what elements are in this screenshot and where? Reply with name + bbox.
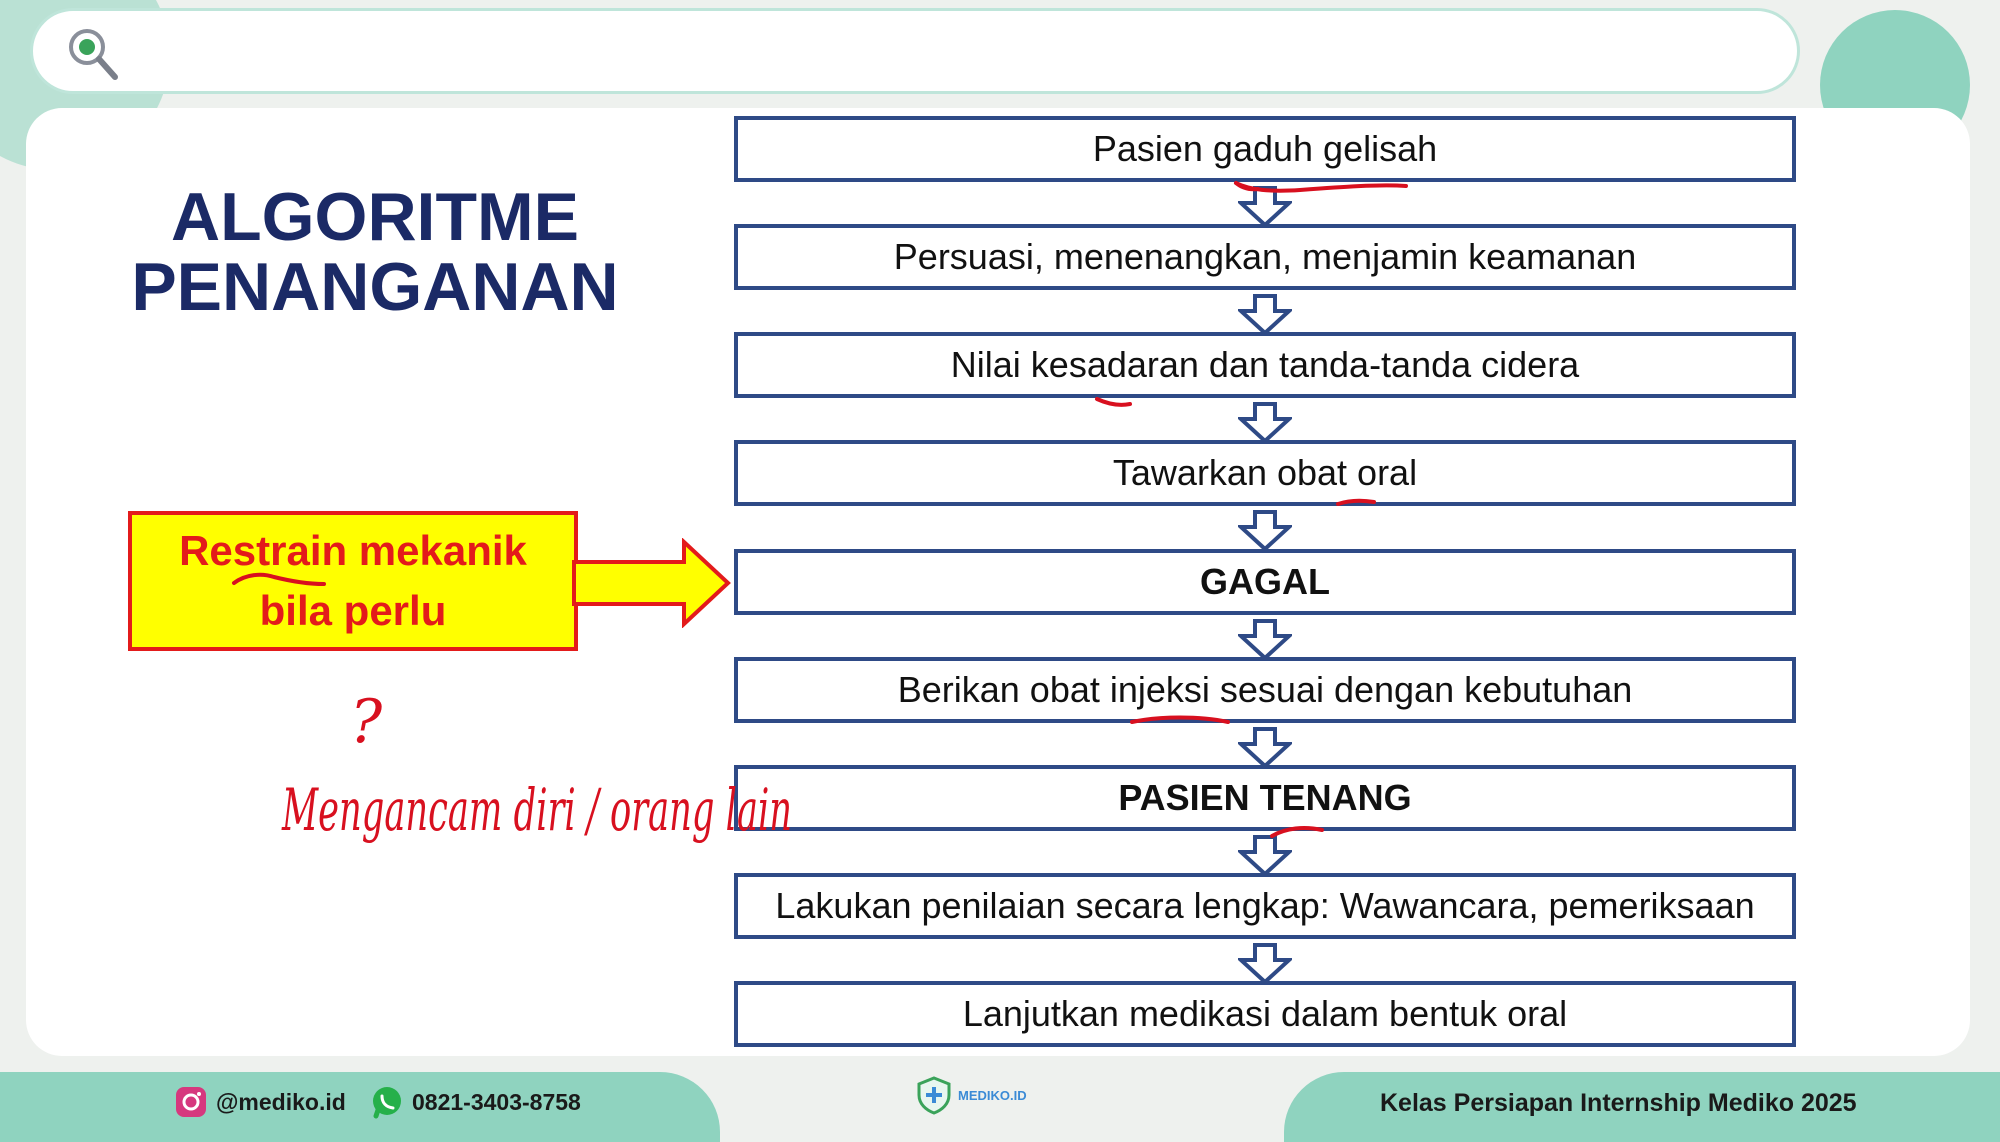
down-arrow-icon: [1238, 186, 1292, 228]
down-arrow-icon: [1238, 943, 1292, 985]
flow-step-1: [734, 116, 1796, 182]
down-arrow-icon: [1238, 619, 1292, 661]
flow-step-label: GAGAL: [1200, 561, 1330, 602]
course-title-text: Kelas Persiapan Internship Mediko 2025: [1380, 1088, 1857, 1117]
flow-step-8: [734, 873, 1796, 939]
flow-step-label: Berikan obat injeksi sesuai dengan kebutuhan: [897, 669, 1633, 710]
flow-step-label: Pasien gaduh gelisah: [1092, 128, 1438, 169]
flow-step-label: Lanjutkan medikasi dalam bentuk oral: [962, 993, 1568, 1034]
search-bar[interactable]: [30, 8, 1800, 94]
flow-step-6: [734, 657, 1796, 723]
footer-contact-strip: [0, 1072, 720, 1142]
footer-whatsapp[interactable]: [370, 1083, 581, 1121]
instagram-handle: @mediko.id: [216, 1088, 346, 1115]
flow-step-3: [734, 332, 1796, 398]
flow-step-9: [734, 981, 1796, 1047]
down-arrow-icon: [1238, 402, 1292, 444]
footer-course-title: [1380, 1080, 1857, 1126]
title-line-1: ALGORITME: [171, 179, 579, 255]
instagram-icon: [174, 1085, 208, 1119]
flow-step-2: [734, 224, 1796, 290]
title-line-2: PENANGANAN: [131, 249, 619, 325]
logo-text: MEDIKO.ID: [958, 1087, 1027, 1103]
restrain-callout-box: [128, 511, 578, 651]
shield-logo-icon: [914, 1075, 954, 1115]
flow-step-5: [734, 549, 1796, 615]
flow-step-7: [734, 765, 1796, 831]
restrain-line-1: Restrain mekanik: [179, 527, 527, 574]
slide-title: [110, 179, 640, 325]
flow-step-label: Lakukan penilaian secara lengkap: Wawancara, pemeriksaan: [775, 885, 1755, 926]
whatsapp-icon: [370, 1085, 404, 1119]
down-arrow-icon: [1238, 294, 1292, 336]
flow-step-4: [734, 440, 1796, 506]
down-arrow-icon: [1238, 727, 1292, 769]
flow-step-label: Nilai kesadaran dan tanda-tanda cidera: [950, 344, 1580, 385]
flow-step-label: Persuasi, menenangkan, menjamin keamanan: [893, 236, 1637, 277]
down-arrow-icon: [1238, 835, 1292, 877]
right-arrow-icon: [572, 538, 732, 628]
flow-step-label: PASIEN TENANG: [1118, 777, 1412, 818]
footer-instagram[interactable]: [174, 1083, 346, 1121]
mediko-logo: [914, 1072, 1027, 1118]
handwritten-question-mark: ?: [350, 687, 383, 757]
handwritten-note: Mengancam diri / orang lain: [281, 776, 792, 844]
whatsapp-number: 0821-3403-8758: [412, 1088, 581, 1115]
down-arrow-icon: [1238, 510, 1292, 552]
search-icon[interactable]: [63, 23, 123, 83]
restrain-line-2: bila perlu: [259, 587, 447, 634]
flow-step-label: Tawarkan obat oral: [1112, 452, 1418, 493]
